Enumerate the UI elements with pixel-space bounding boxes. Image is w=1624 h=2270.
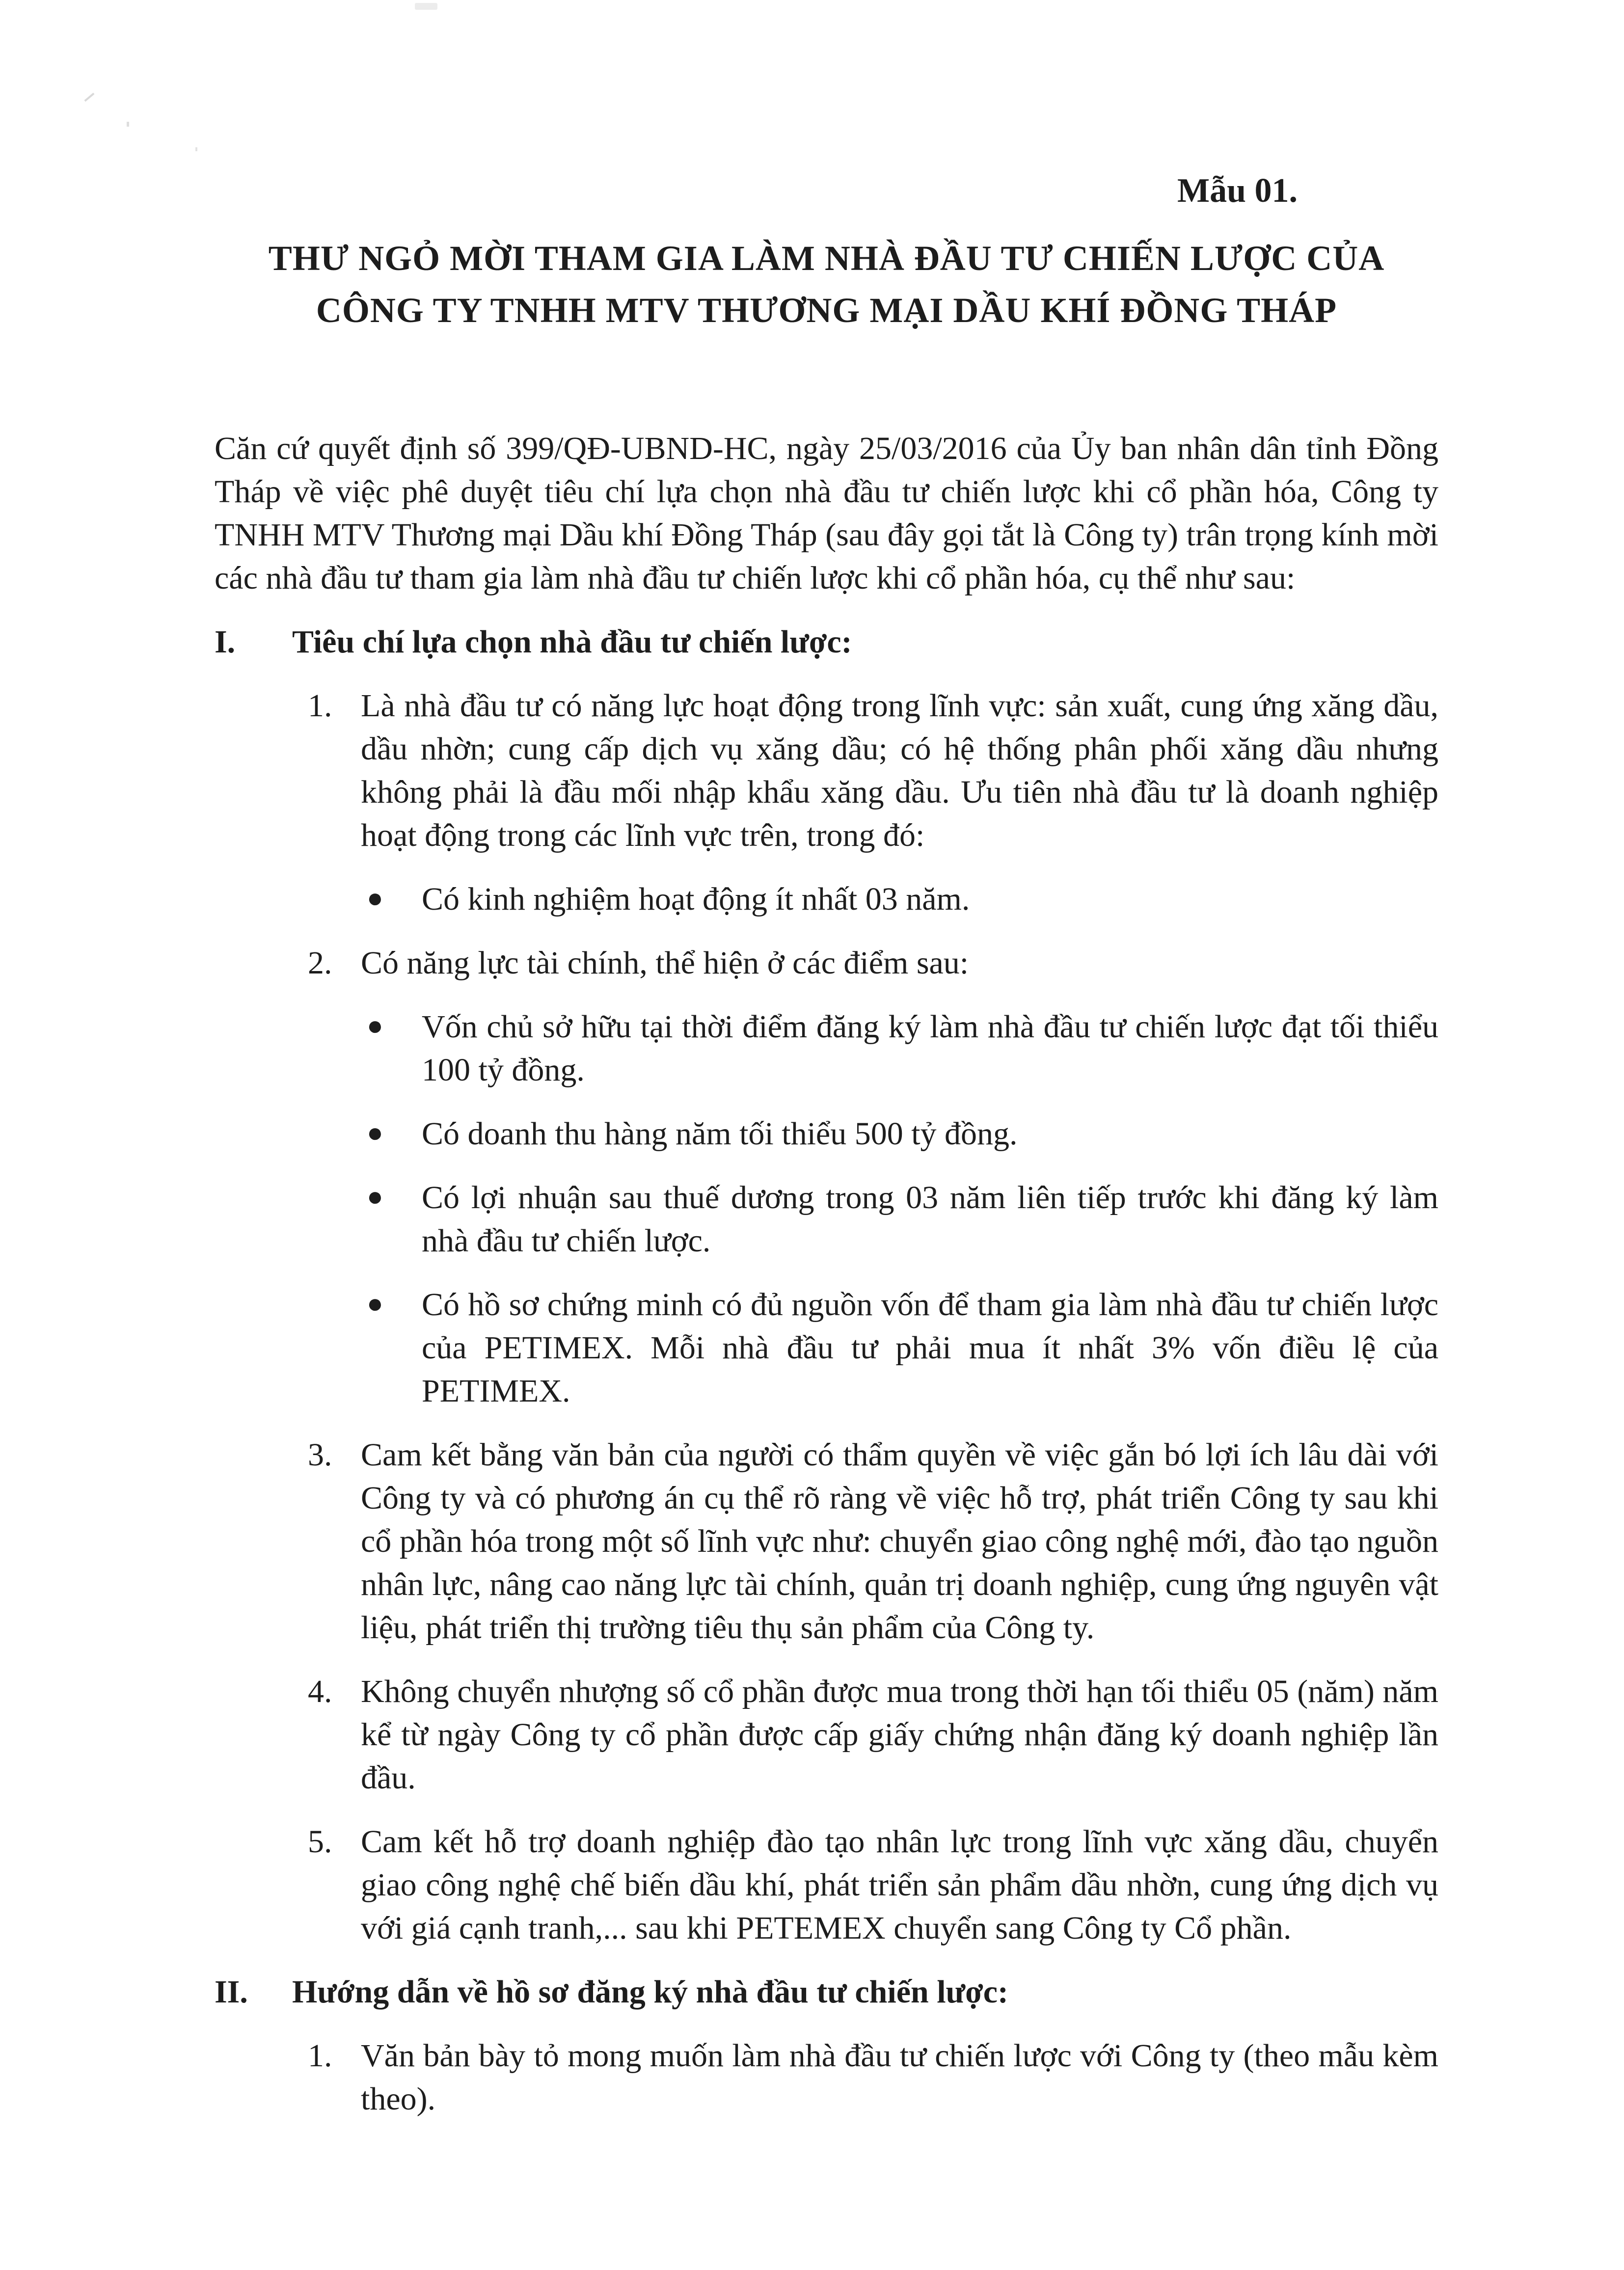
item-number: 4.	[308, 1674, 332, 1709]
section-numeral: II.	[215, 1974, 248, 2010]
section-title: Hướng dẫn về hồ sơ đăng ký nhà đầu tư chiến lược:	[292, 1974, 1008, 2010]
bullet-icon: ●	[367, 1011, 383, 1041]
scan-artifact	[127, 122, 129, 127]
bullet-text: Vốn chủ sở hữu tại thời điểm đăng ký làm nhà đầu tư chiến lược đạt tối thiểu 100 tỷ đồng.	[422, 1009, 1438, 1088]
section-numeral: I.	[215, 624, 236, 660]
item-text: Cam kết bằng văn bản của người có thẩm quyền về việc gắn bó lợi ích lâu dài với Công ty và có phương án cụ thể rõ ràng về việc hỗ trợ, phát triển Công ty sau khi cổ phần hóa trong một số lĩnh vực như: chuyển giao công nghệ mới, đào tạo nguồn nhân lực, nâng cao năng lực tài chính, quản trị doanh nghiệp, cung ứng nguyên vật liệu, phát triển thị trường tiêu thụ sản phẩm của Công ty.	[361, 1437, 1438, 1646]
document-title-line-1: THƯ NGỎ MỜI THAM GIA LÀM NHÀ ĐẦU TƯ CHIẾN LƯỢC CỦA	[268, 239, 1385, 278]
item-text: Là nhà đầu tư có năng lực hoạt động trong lĩnh vực: sản xuất, cung ứng xăng dầu, dầu nhờn; cung cấp dịch vụ xăng dầu; có hệ thống phân phối xăng dầu nhưng không phải là đầu mối nhập khẩu xăng dầu. Ưu tiên nhà đầu tư là doanh nghiệp hoạt động trong các lĩnh vực trên, trong đó:	[361, 688, 1438, 853]
bullet-text: Có lợi nhuận sau thuế dương trong 03 năm liên tiếp trước khi đăng ký làm nhà đầu tư chiến lược.	[422, 1180, 1438, 1259]
bullet-item	[215, 1176, 1438, 1263]
item-text: Cam kết hỗ trợ doanh nghiệp đào tạo nhân lực trong lĩnh vực xăng dầu, chuyển giao công nghệ chế biến dầu khí, phát triển sản phẩm dầu nhờn, cung ứng dịch vụ với giá cạnh tranh,... sau khi PETEMEX chuyển sang Công ty Cổ phần.	[361, 1824, 1438, 1946]
document-title	[215, 232, 1438, 336]
item-text: Không chuyển nhượng số cổ phần được mua trong thời hạn tối thiểu 05 (năm) năm kể từ ngày Công ty cổ phần được cấp giấy chứng nhận đăng ký doanh nghiệp lần đầu.	[361, 1674, 1438, 1796]
bullet-icon: ●	[367, 1182, 383, 1212]
list-item-4	[215, 1670, 1438, 1800]
section-heading-2	[215, 1971, 1438, 2014]
item-number: 1.	[308, 2038, 332, 2074]
scan-artifact	[84, 93, 95, 102]
list-item-1	[215, 684, 1438, 857]
form-number-label: Mẫu 01.	[1177, 172, 1298, 210]
bullet-item	[215, 1112, 1438, 1156]
item-number: 5.	[308, 1824, 332, 1860]
bullet-text: Có hồ sơ chứng minh có đủ nguồn vốn để tham gia làm nhà đầu tư chiến lược của PETIMEX. Mỗi nhà đầu tư phải mua ít nhất 3% vốn điều lệ của PETIMEX.	[422, 1287, 1438, 1409]
item-number: 3.	[308, 1437, 332, 1473]
list-item-5	[215, 1820, 1438, 1950]
section-title: Tiêu chí lựa chọn nhà đầu tư chiến lược:	[292, 624, 852, 660]
item-number: 2.	[308, 945, 332, 981]
item-text: Có năng lực tài chính, thể hiện ở các điểm sau:	[361, 945, 969, 981]
document-title-line-2: CÔNG TY TNHH MTV THƯƠNG MẠI DẦU KHÍ ĐỒNG THÁP	[316, 291, 1337, 330]
item-text: Văn bản bày tỏ mong muốn làm nhà đầu tư chiến lược với Công ty (theo mẫu kèm theo).	[361, 2038, 1438, 2117]
list-item-1	[215, 2034, 1438, 2121]
list-item-3	[215, 1433, 1438, 1649]
bullet-item	[215, 1283, 1438, 1413]
scan-artifact	[195, 147, 197, 151]
bullet-text: Có kinh nghiệm hoạt động ít nhất 03 năm.	[422, 881, 970, 917]
list-item-2	[215, 942, 1438, 985]
section-heading-1	[215, 621, 1438, 664]
bullet-item	[215, 1005, 1438, 1092]
bullet-item	[215, 878, 1438, 921]
bullet-icon: ●	[367, 1118, 383, 1148]
bullet-icon: ●	[367, 883, 383, 914]
intro-paragraph: Căn cứ quyết định số 399/QĐ-UBND-HC, ngày 25/03/2016 của Ủy ban nhân dân tỉnh Đồng Tháp về việc phê duyệt tiêu chí lựa chọn nhà đầu tư chiến lược khi cổ phần hóa, Công ty TNHH MTV Thương mại Dầu khí Đồng Tháp (sau đây gọi tắt là Công ty) trân trọng kính mời các nhà đầu tư tham gia làm nhà đầu tư chiến lược khi cổ phần hóa, cụ thể như sau:	[215, 431, 1438, 596]
bullet-icon: ●	[367, 1289, 383, 1319]
item-number: 1.	[308, 688, 332, 724]
bullet-text: Có doanh thu hàng năm tối thiểu 500 tỷ đồng.	[422, 1116, 1018, 1152]
page-content	[215, 0, 1438, 2121]
